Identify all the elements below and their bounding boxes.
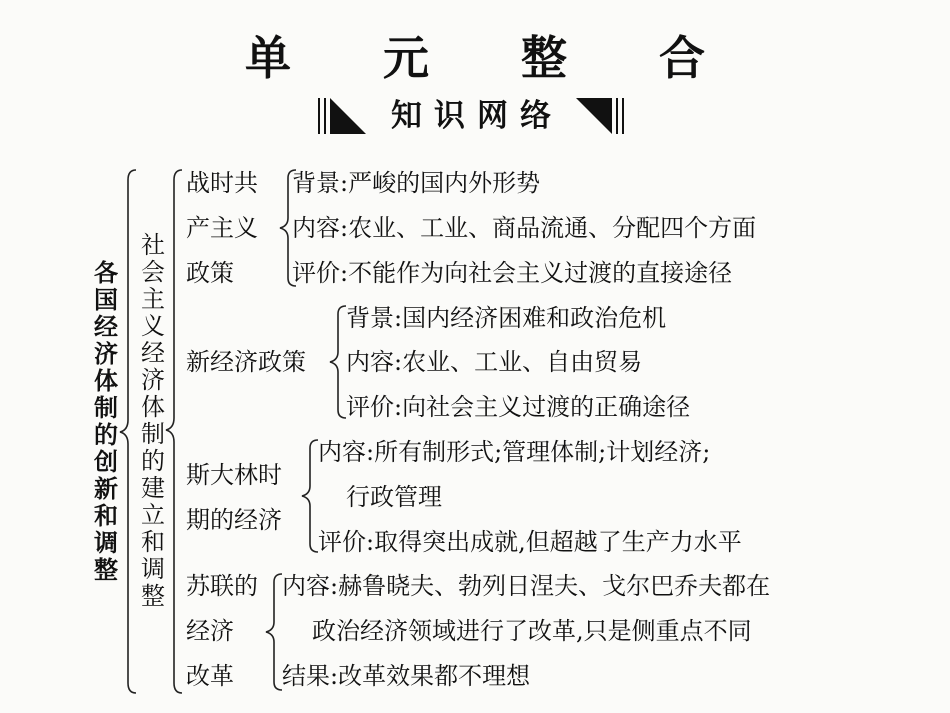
nep-background: 背景:国内经济困难和政治危机 [346, 304, 667, 332]
root-label: 各国经济体制的创新和调整 [94, 259, 118, 584]
soviet-reform-label-1: 苏联的 [186, 572, 258, 600]
stalin-label-1: 斯大林时 [186, 461, 282, 489]
nep-label: 新经济政策 [186, 348, 306, 376]
stalin-content-cont: 行政管理 [346, 483, 442, 511]
war-communism-label-1: 战时共 [186, 169, 258, 197]
soviet-reform-content-cont: 政治经济领域进行了改革,只是侧重点不同 [312, 617, 752, 645]
soviet-reform-result: 结果:改革效果都不理想 [282, 662, 531, 690]
war-communism-evaluation: 评价:不能作为向社会主义过渡的直接途径 [292, 259, 733, 287]
level1-brace [166, 170, 182, 693]
soviet-reform-label-3: 改革 [186, 662, 234, 690]
stalin-brace [302, 440, 318, 552]
soviet-reform-content: 内容:赫鲁晓夫、勃列日涅夫、戈尔巴乔夫都在 [282, 572, 771, 600]
level1-label: 社会主义经济体制的建立和调整 [141, 231, 165, 610]
root-brace [120, 170, 136, 693]
war-communism-background: 背景:严峻的国内外形势 [292, 169, 541, 197]
soviet-reform-brace [266, 574, 282, 690]
stalin-content: 内容:所有制形式;管理体制;计划经济; [318, 438, 711, 466]
war-communism-label-2: 产主义 [186, 214, 258, 242]
nep-content: 内容:农业、工业、自由贸易 [346, 348, 643, 376]
nep-evaluation: 评价:向社会主义过渡的正确途径 [346, 393, 691, 421]
war-communism-label-3: 政策 [186, 259, 234, 287]
page-title: 单 元 整 合 [244, 31, 744, 85]
stalin-label-2: 期的经济 [186, 506, 282, 534]
soviet-reform-label-2: 经济 [186, 617, 234, 645]
banner-title: 知识网络 [391, 98, 563, 134]
war-communism-content: 内容:农业、工业、商品流通、分配四个方面 [292, 214, 757, 242]
nep-brace [330, 306, 346, 418]
stalin-evaluation: 评价:取得突出成就,但超越了生产力水平 [318, 528, 742, 556]
